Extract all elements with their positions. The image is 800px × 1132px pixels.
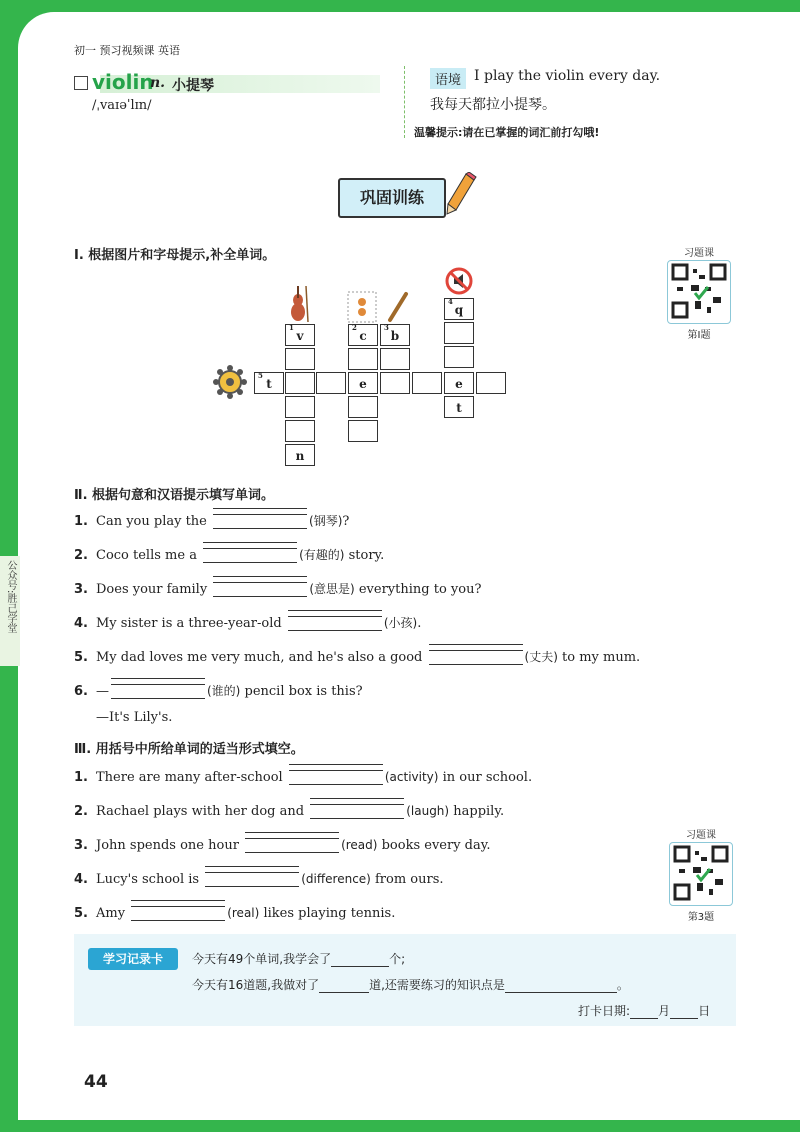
vocab-divider [404, 66, 405, 138]
question-hint: (小孩) [383, 616, 418, 630]
question-text: happily. [453, 804, 505, 819]
tip-text: 温馨提示:请在已掌握的词汇前打勾哦! [414, 126, 600, 139]
question-number: 2. [74, 804, 88, 819]
context-chinese: 我每天都拉小提琴。 [430, 97, 556, 113]
crossword-cell[interactable]: e [444, 372, 474, 394]
vocab-checkbox[interactable] [74, 76, 88, 90]
record-text: 个; [389, 952, 406, 966]
question-text: story. [348, 548, 385, 563]
record-blank[interactable] [670, 1005, 698, 1019]
page-number: 44 [84, 1072, 108, 1092]
record-blank[interactable] [505, 979, 617, 993]
qr-code-icon[interactable] [669, 842, 733, 906]
question-hint: (意思是) [309, 582, 355, 596]
question-text: My dad loves me very much, and he's also a good [96, 650, 423, 665]
question-text: Can you play the [96, 514, 207, 529]
question-text: There are many after-school [96, 770, 283, 785]
question-hint: (activity) [384, 770, 439, 784]
crossword-cell[interactable] [285, 396, 315, 418]
question-hint: (有趣的) [299, 548, 345, 562]
s2-question-3 [74, 576, 481, 597]
question-text: John spends one hour [96, 838, 239, 853]
crossword-cell[interactable] [285, 420, 315, 442]
question-number: 4. [74, 616, 88, 631]
question-hint: (laugh) [406, 804, 450, 818]
no-noise-icon [444, 266, 474, 296]
crossword-cell[interactable] [348, 348, 378, 370]
answer-blank[interactable] [131, 900, 225, 921]
question-number: 6. [74, 684, 88, 699]
header-course: 初一 预习视频课 英语 [74, 44, 180, 57]
context-english: I play the violin every day. [474, 68, 661, 84]
pencil-icon [444, 172, 478, 216]
answer-blank[interactable] [310, 798, 404, 819]
question-hint: (real) [227, 906, 260, 920]
crossword-cell[interactable]: 1 v [285, 324, 315, 346]
answer-blank[interactable] [245, 832, 339, 853]
question-text: from ours. [375, 872, 444, 887]
question-text: everything to you? [358, 582, 482, 597]
crossword-cell[interactable]: t [444, 396, 474, 418]
question-text: books every day. [381, 838, 491, 853]
record-text: 今天有49个单词,我学会了 [192, 952, 332, 966]
crossword-cell[interactable] [285, 348, 315, 370]
record-text: 。 [616, 978, 629, 992]
crossword-cell[interactable] [380, 372, 410, 394]
question-hint: (read) [341, 838, 378, 852]
vocab-word: violin [92, 70, 154, 94]
record-text: 月 [658, 1004, 671, 1018]
vocab-meaning: 小提琴 [172, 78, 214, 94]
qr-section1[interactable] [664, 244, 734, 341]
record-text: 日 [698, 1004, 711, 1018]
question-text: in our school. [442, 770, 533, 785]
question-number: 4. [74, 872, 88, 887]
question-text: Lucy's school is [96, 872, 200, 887]
qr-section3[interactable] [666, 826, 736, 923]
record-blank[interactable] [630, 1005, 658, 1019]
question-text: — [96, 684, 109, 699]
question-text: likes playing tennis. [263, 906, 396, 921]
question-hint: (谁的) [207, 684, 241, 698]
chess-icon [346, 290, 378, 324]
answer-blank[interactable] [289, 764, 383, 785]
crossword-cell[interactable]: 2 c [348, 324, 378, 346]
vocab-pos: n. [150, 75, 166, 91]
s3-question-1 [74, 764, 532, 785]
section3-title: Ⅲ. 用括号中所给单词的适当形式填空。 [74, 742, 304, 757]
s2-question-4 [74, 610, 421, 631]
study-record-tag: 学习记录卡 [88, 948, 178, 970]
crossword-cell[interactable]: e [348, 372, 378, 394]
s2-answer-6: —It's Lily's. [96, 710, 173, 725]
record-date [578, 1002, 710, 1019]
question-number: 5. [74, 906, 88, 921]
question-number: 1. [74, 770, 88, 785]
crossword-cell[interactable] [285, 372, 315, 394]
qr-caption: 第Ⅰ题 [687, 330, 711, 341]
answer-blank[interactable] [203, 542, 297, 563]
crossword-cell[interactable] [412, 372, 442, 394]
answer-blank[interactable] [213, 576, 307, 597]
answer-blank[interactable] [288, 610, 382, 631]
bat-icon [384, 290, 412, 324]
qr-code-icon[interactable] [667, 260, 731, 324]
question-text: pencil box is this? [244, 684, 363, 699]
record-text: 道,还需要练习的知识点是 [369, 978, 505, 992]
question-text: Amy [96, 906, 126, 921]
answer-blank[interactable] [111, 678, 205, 699]
answer-blank[interactable] [205, 866, 299, 887]
crossword-cell[interactable] [348, 420, 378, 442]
s2-question-5 [74, 644, 640, 665]
question-number: 3. [74, 838, 88, 853]
qr-label: 习题课 [686, 830, 716, 841]
crossword-cell[interactable]: n [285, 444, 315, 466]
question-hint: (difference) [301, 872, 371, 886]
record-blank[interactable] [331, 953, 389, 967]
section1-title: Ⅰ. 根据图片和字母提示,补全单词。 [74, 248, 276, 263]
question-text: . [417, 616, 422, 631]
record-line-1 [192, 950, 405, 967]
crossword-cell[interactable]: 5 t [254, 372, 284, 394]
question-text: Coco tells me a [96, 548, 197, 563]
question-hint: (钢琴) [309, 514, 343, 528]
crossword-cell[interactable] [444, 346, 474, 368]
violin-icon [284, 284, 316, 324]
record-text: 今天有16道题,我做对了 [192, 978, 320, 992]
section-banner: 巩固训练 [338, 178, 446, 218]
s2-question-2 [74, 542, 384, 563]
record-blank[interactable] [319, 979, 369, 993]
answer-blank[interactable] [429, 644, 523, 665]
answer-blank[interactable] [213, 508, 307, 529]
question-number: 5. [74, 650, 88, 665]
question-text: to my mum. [562, 650, 641, 665]
s3-question-3 [74, 832, 491, 853]
section2-title: Ⅱ. 根据句意和汉语提示填写单词。 [74, 488, 275, 503]
record-text: 打卡日期: [578, 1004, 631, 1018]
question-number: 2. [74, 548, 88, 563]
record-line-2 [192, 976, 629, 993]
crossword-cell[interactable] [444, 322, 474, 344]
side-tab-text: 公众号:胜己学堂 [5, 560, 16, 634]
question-text: Does your family [96, 582, 208, 597]
side-tab [0, 556, 20, 666]
crossword-cell[interactable] [380, 348, 410, 370]
s3-question-4 [74, 866, 444, 887]
question-text: Rachael plays with her dog and [96, 804, 305, 819]
crossword-cell[interactable] [476, 372, 506, 394]
question-hint: (丈夫) [524, 650, 558, 664]
crossword-cell[interactable] [316, 372, 346, 394]
s2-question-1 [74, 508, 349, 529]
qr-caption: 第3题 [687, 912, 715, 923]
s3-question-5 [74, 900, 395, 921]
context-tag: 语境 [430, 68, 466, 89]
crossword-cell[interactable]: 3 b [380, 324, 410, 346]
wheel-icon [212, 364, 248, 400]
crossword-cell[interactable]: 4 q [444, 298, 474, 320]
s2-question-6 [74, 678, 363, 699]
vocab-phonetic: /ˌvaɪəˈlɪn/ [92, 98, 152, 113]
question-text: ? [342, 514, 350, 529]
qr-label: 习题课 [684, 248, 714, 259]
question-text: My sister is a three-year-old [96, 616, 282, 631]
question-number: 3. [74, 582, 88, 597]
crossword-cell[interactable] [348, 396, 378, 418]
question-number: 1. [74, 514, 88, 529]
s3-question-2 [74, 798, 504, 819]
